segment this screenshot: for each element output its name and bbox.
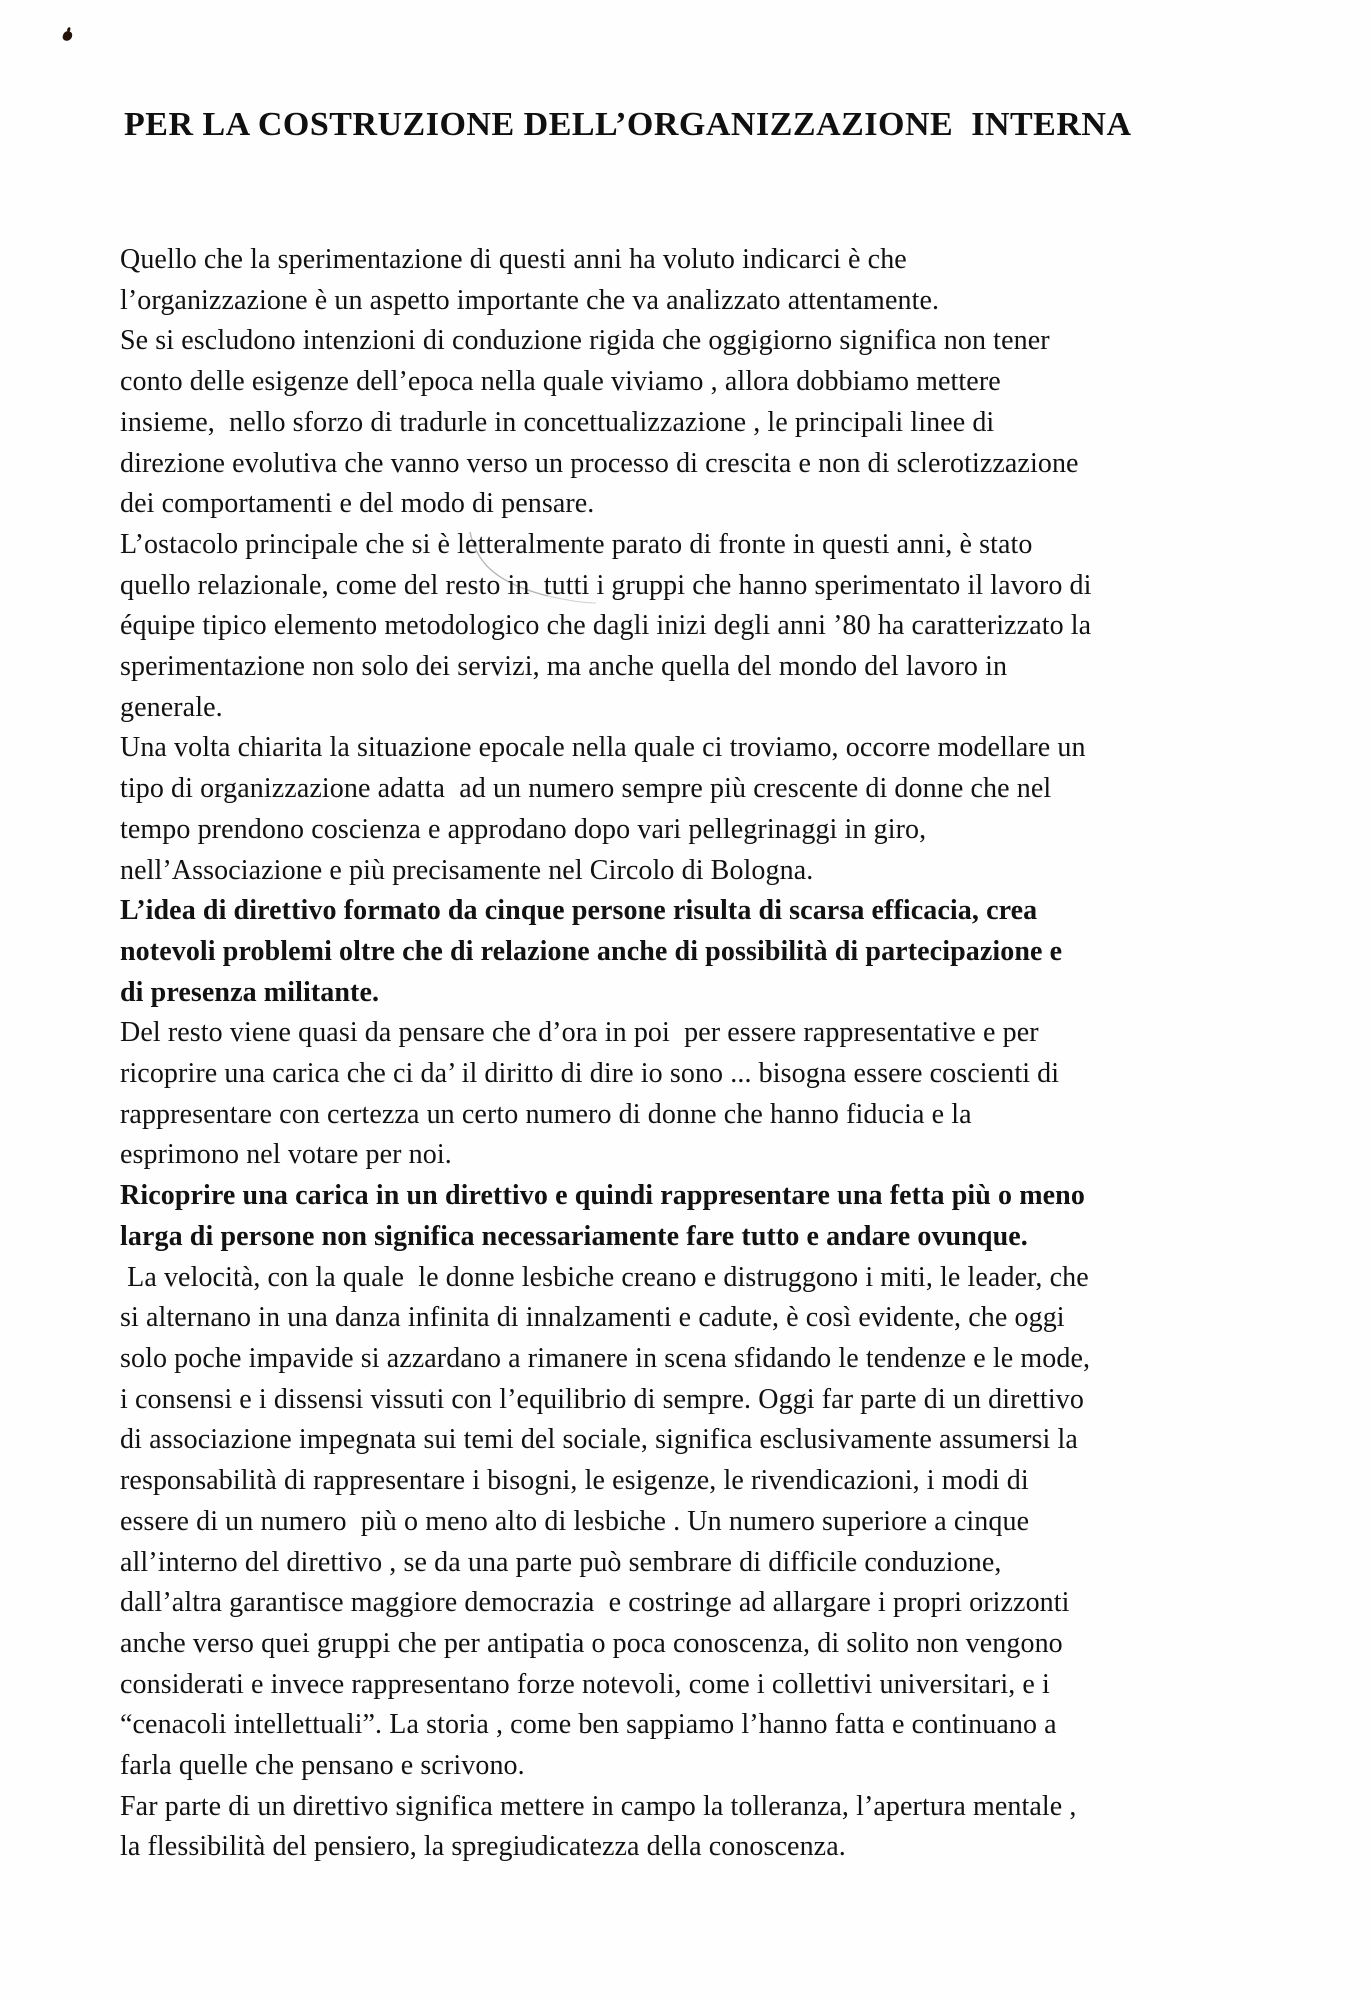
text-line: sperimentazione non solo dei servizi, ma anche quella del mondo del lavoro in	[120, 651, 1008, 683]
text-line: “cenacoli intellettuali”. La storia , come ben sappiamo l’hanno fatta e continuano a	[120, 1709, 1057, 1741]
text-line: all’interno del direttivo , se da una parte può sembrare di difficile conduzione,	[120, 1546, 1002, 1578]
text-line: L’ostacolo principale che si è letteralmente parato di fronte in questi anni, è stato	[120, 528, 1033, 560]
text-line: quello relazionale, come del resto in tutti i gruppi che hanno sperimentato il lavoro di	[120, 569, 1092, 601]
text-line: Del resto viene quasi da pensare che d’ora in poi per essere rappresentative e per	[120, 1017, 1039, 1049]
document-body	[120, 240, 1265, 1868]
text-line: di associazione impegnata sui temi del sociale, significa esclusivamente assumersi la	[120, 1424, 1078, 1456]
text-line: esprimono nel votare per noi.	[120, 1139, 452, 1171]
text-line: L’idea di direttivo formato da cinque persone risulta di scarsa efficacia, crea	[120, 895, 1038, 927]
text-line: considerati e invece rappresentano forze notevoli, come i collettivi universitari, e i	[120, 1668, 1050, 1700]
text-line: dei comportamenti e del modo di pensare.	[120, 488, 595, 520]
text-line: anche verso quei gruppi che per antipatia o poca conoscenza, di solito non vengono	[120, 1627, 1063, 1659]
ink-speck-artifact	[62, 30, 74, 42]
text-line: insieme, nello sforzo di tradurle in concettualizzazione , le principali linee di	[120, 406, 995, 438]
text-line: tipo di organizzazione adatta ad un numero sempre più crescente di donne che nel	[120, 773, 1052, 805]
text-line: solo poche impavide si azzardano a rimanere in scena sfidando le tendenze e le mode,	[120, 1342, 1091, 1374]
text-line: Ricoprire una carica in un direttivo e quindi rappresentare una fetta più o meno	[120, 1180, 1085, 1212]
text-line: dall’altra garantisce maggiore democrazia e costringe ad allargare i propri orizzonti	[120, 1587, 1070, 1619]
text-line: La velocità, con la quale le donne lesbiche creano e distruggono i miti, le leader, che	[120, 1261, 1089, 1293]
text-line: tempo prendono coscienza e approdano dopo vari pellegrinaggi in giro,	[120, 813, 927, 845]
text-line: essere di un numero più o meno alto di lesbiche . Un numero superiore a cinque	[120, 1505, 1030, 1537]
text-line: farla quelle che pensano e scrivono.	[120, 1750, 525, 1782]
text-line: responsabilità di rappresentare i bisogni, le esigenze, le rivendicazioni, i modi di	[120, 1465, 1029, 1497]
text-line: Quello che la sperimentazione di questi anni ha voluto indicarci è che	[120, 244, 907, 275]
text-line: équipe tipico elemento metodologico che dagli inizi degli anni ’80 ha caratterizzato la	[120, 610, 1092, 642]
text-line: rappresentare con certezza un certo numero di donne che hanno fiducia e la	[120, 1098, 972, 1130]
text-line: larga di persone non significa necessariamente fare tutto e andare ovunque.	[120, 1220, 1028, 1252]
text-line: Se si escludono intenzioni di conduzione rigida che oggigiorno significa non tener	[120, 325, 1050, 357]
text-line: direzione evolutiva che vanno verso un processo di crescita e non di sclerotizzazione	[120, 447, 1079, 479]
text-line: Una volta chiarita la situazione epocale nella quale ci troviamo, occorre modellare un	[120, 732, 1086, 764]
text-line: notevoli problemi oltre che di relazione anche di possibilità di partecipazione e	[120, 935, 1063, 967]
text-line: l’organizzazione è un aspetto importante che va analizzato attentamente.	[120, 284, 940, 316]
document-title: PER LA COSTRUZIONE DELL’ORGANIZZAZIONE INTERNA	[124, 106, 1132, 143]
text-line: nell’Associazione e più precisamente nel Circolo di Bologna.	[120, 854, 814, 886]
text-line: conto delle esigenze dell’epoca nella quale viviamo , allora dobbiamo mettere	[120, 366, 1001, 398]
text-line: ricoprire una carica che ci da’ il diritto di dire io sono ... bisogna essere coscienti di	[120, 1058, 1060, 1090]
text-line: di presenza militante.	[120, 976, 380, 1008]
text-line: si alternano in una danza infinita di innalzamenti e cadute, è così evidente, che oggi	[120, 1302, 1065, 1334]
text-line: generale.	[120, 691, 223, 723]
text-line: i consensi e i dissensi vissuti con l’equilibrio di sempre. Oggi far parte di un direttivo	[120, 1383, 1084, 1415]
text-line: la flessibilità del pensiero, la spregiudicatezza della conoscenza.	[120, 1831, 846, 1863]
text-line: Far parte di un direttivo significa mettere in campo la tolleranza, l’apertura mentale ,	[120, 1790, 1077, 1822]
